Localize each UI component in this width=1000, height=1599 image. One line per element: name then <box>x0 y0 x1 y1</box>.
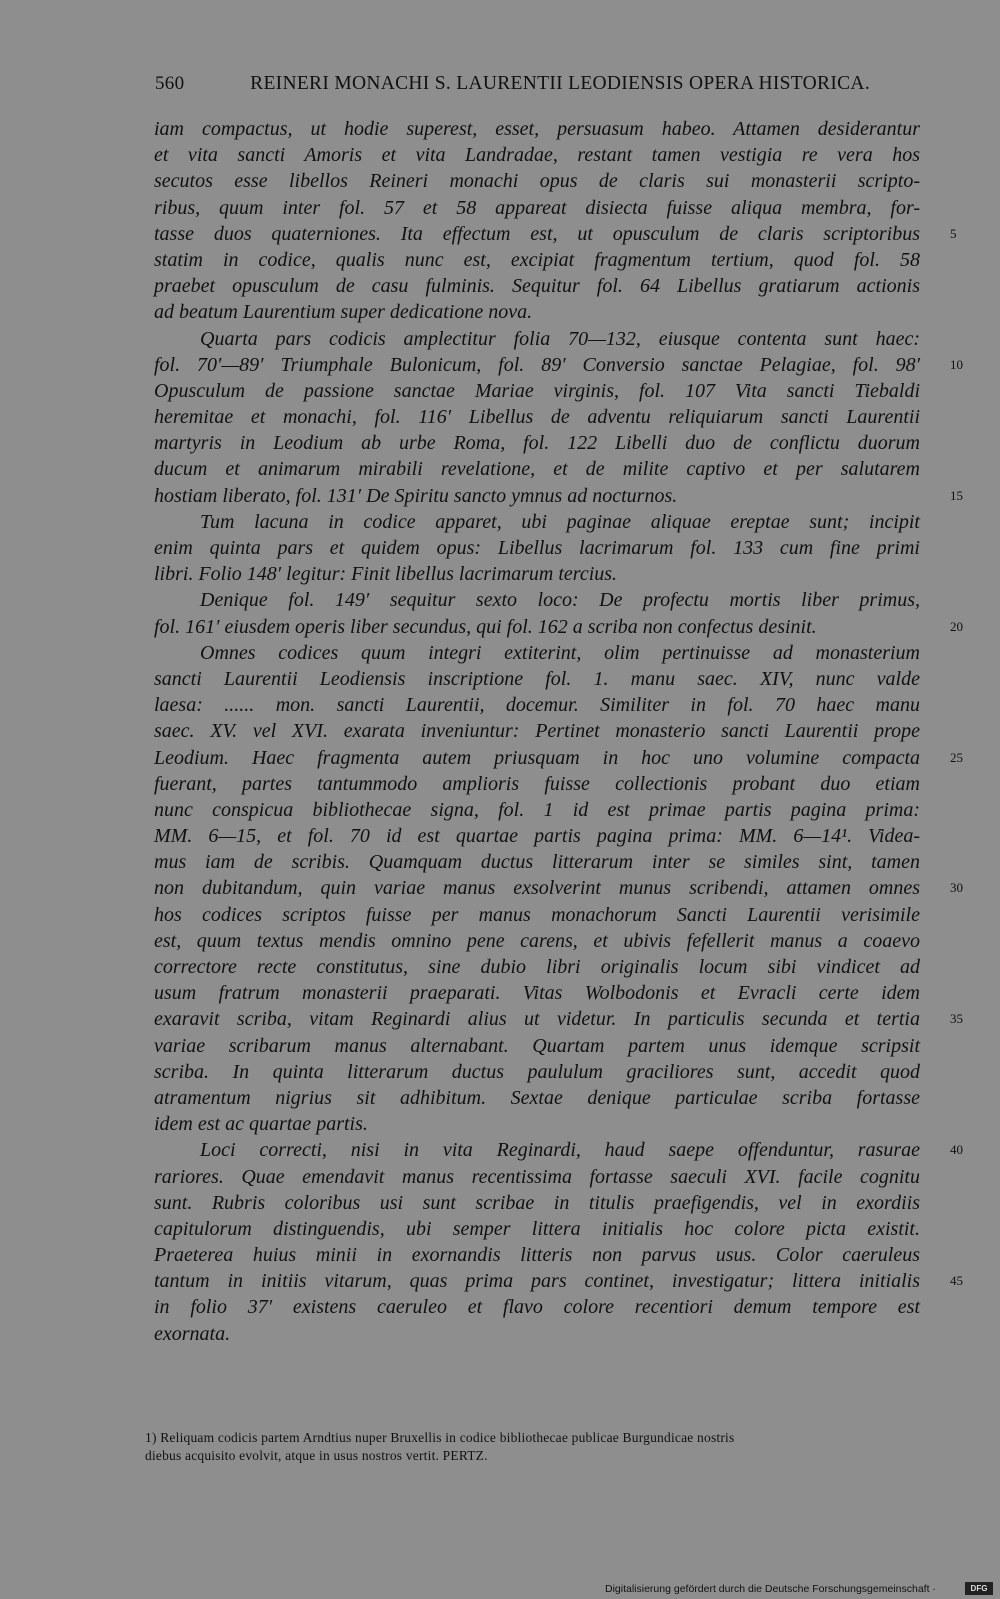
line-text: exornata. <box>154 1322 231 1345</box>
line-text: fol. 161′ eiusdem operis liber secundus, qui fol. 162 a scriba non confectus desinit. <box>154 615 817 638</box>
line-text: Opusculum de passione sanctae Mariae virginis, fol. 107 Vita sancti Tiebaldi <box>154 379 920 402</box>
line-text: ribus, quum inter fol. 57 et 58 appareat disiecta fuisse aliqua membra, for- <box>154 196 920 219</box>
line-text: rariores. Quae emendavit manus recentissima fortasse saeculi XVI. facile cognitu <box>154 1165 920 1188</box>
text-line <box>154 535 942 561</box>
text-line <box>154 823 942 849</box>
line-text: tantum in initiis vitarum, quas prima pars continet, investigatur; littera initialis <box>154 1270 920 1293</box>
text-line <box>154 745 963 771</box>
line-text: Omnes codices quum integri extiterint, olim pertinuisse ad monasterium <box>200 641 920 664</box>
text-line <box>154 483 963 509</box>
line-text: fuerant, partes tantummodo amplioris fuisse collectionis probant duo etiam <box>154 772 920 795</box>
text-line <box>154 666 942 692</box>
line-text: statim in codice, qualis nunc est, excipiat fragmentum tertium, quod fol. 58 <box>154 248 920 271</box>
line-number: 40 <box>950 1142 963 1158</box>
running-title: REINERI MONACHI S. LAURENTII LEODIENSIS OPERA HISTORICA. <box>250 73 870 94</box>
line-text: Quarta pars codicis amplectitur folia 70—132, eiusque contenta sunt haec: <box>200 327 920 350</box>
text-line <box>154 1216 942 1242</box>
line-text: heremitae et monachi, fol. 116′ Libellus de adventu reliquiarum sancti Laurentii <box>154 406 920 429</box>
line-text: hos codices scriptos fuisse per manus monachorum Sancti Laurentii verisimile <box>154 903 920 926</box>
text-line <box>154 273 942 299</box>
text-line <box>154 1111 942 1137</box>
text-line <box>154 116 942 142</box>
text-line <box>154 299 942 325</box>
line-text: sancti Laurentii Leodiensis inscriptione fol. 1. manu saec. XIV, nunc valde <box>154 667 920 690</box>
text-line <box>154 692 942 718</box>
text-line <box>154 1137 963 1163</box>
line-text: martyris in Leodium ab urbe Roma, fol. 122 Libelli duo de conflictu duorum <box>154 432 920 455</box>
page-header <box>155 73 870 95</box>
line-text: nunc conspicua bibliothecae signa, fol. 1 id est primae partis pagina prima: <box>154 798 920 821</box>
line-text: scriba. In quinta litterarum ductus paululum graciliores sunt, accedit quod <box>154 1060 920 1083</box>
text-line <box>154 849 942 875</box>
footnote-line: diebus acquisito evolvit, atque in usus nostros vertit. PERTZ. <box>145 1448 488 1463</box>
line-text: Tum lacuna in codice apparet, ubi paginae aliquae ereptae sunt; incipit <box>200 510 920 533</box>
text-line <box>154 1321 942 1347</box>
line-text: libri. Folio 148′ legitur: Finit libellus lacrimarum tercius. <box>154 563 618 586</box>
line-text: correctore recte constitutus, sine dubio libri originalis locum sibi vindicet ad <box>154 956 920 978</box>
text-line <box>154 1294 942 1320</box>
page-number: 560 <box>155 73 185 94</box>
text-line <box>154 587 942 613</box>
line-text: secutos esse libellos Reineri monachi opus de claris sui monasterii scripto- <box>154 170 920 193</box>
footnote <box>145 1429 935 1465</box>
text-line <box>154 1085 942 1111</box>
text-line <box>154 771 942 797</box>
text-line <box>154 168 942 194</box>
text-line <box>154 1033 942 1059</box>
line-text: ducum et animarum mirabili revelatione, et de milite captivo et per salutarem <box>154 458 920 481</box>
line-number: 15 <box>950 487 963 503</box>
line-number: 25 <box>950 749 963 765</box>
line-text: est, quum textus mendis omnino pene carens, et ubivis fefellerit manus a coaevo <box>154 929 920 952</box>
line-text: laesa: ...... mon. sancti Laurentii, docemur. Similiter in fol. 70 haec manu <box>154 694 920 717</box>
text-line <box>154 875 963 901</box>
text-line <box>154 1059 942 1085</box>
digitization-credit: Digitalisierung gefördert durch die Deutsche Forschungsgemeinschaft · <box>605 1583 936 1595</box>
text-line <box>154 456 942 482</box>
line-text: Praeterea huius minii in exornandis litteris non parvus usus. Color caeruleus <box>154 1244 920 1267</box>
line-number: 45 <box>950 1273 963 1289</box>
text-line <box>154 718 942 744</box>
line-number: 5 <box>950 225 957 241</box>
line-text: non dubitandum, quin variae manus exsolverint munus scribendi, attamen omnes <box>154 877 920 900</box>
text-line <box>154 1164 942 1190</box>
text-line <box>154 928 942 954</box>
text-line <box>154 404 942 430</box>
line-text: Leodium. Haec fragmenta autem priusquam in hoc uno volumine compacta <box>154 746 920 769</box>
line-number: 20 <box>950 618 963 634</box>
line-text: exaravit scriba, vitam Reginardi alius ut videtur. In particulis secunda et tertia <box>154 1008 920 1031</box>
text-line <box>154 430 942 456</box>
body-text <box>154 116 963 1347</box>
line-text: fol. 70′—89′ Triumphale Bulonicum, fol. 89′ Conversio sanctae Pelagiae, fol. 98′ <box>154 353 920 376</box>
text-line <box>154 352 963 378</box>
line-text: Denique fol. 149′ sequitur sexto loco: De profectu mortis liber primus, <box>200 589 920 612</box>
text-line <box>154 509 942 535</box>
line-text: idem est ac quartae partis. <box>154 1113 368 1136</box>
dfg-logo: DFG <box>965 1582 993 1595</box>
line-text: iam compactus, ut hodie superest, esset, persuasum habeo. Attamen desiderantur <box>154 118 920 140</box>
line-text: usum fratrum monasterii praeparati. Vitas Wolbodonis et Evracli certe idem <box>154 982 920 1005</box>
text-line <box>154 561 942 587</box>
line-text: in folio 37′ existens caeruleo et flavo colore recentiori demum tempore est <box>154 1296 920 1319</box>
text-line <box>154 221 957 247</box>
text-line <box>154 1268 963 1294</box>
text-line <box>154 954 942 980</box>
text-line <box>154 797 942 823</box>
line-number: 35 <box>950 1011 963 1027</box>
text-line <box>154 1190 942 1216</box>
footnote-line: 1) Reliquam codicis partem Arndtius nuper Bruxellis in codice bibliothecae publicae Burgundicae nostris <box>145 1430 735 1445</box>
line-text: saec. XV. vel XVI. exarata inveniuntur: Pertinet monasterio sancti Laurentii prope <box>154 720 920 743</box>
line-text: enim quinta pars et quidem opus: Libellus lacrimarum fol. 133 cum fine primi <box>154 537 920 559</box>
text-line <box>154 326 942 352</box>
line-text: sunt. Rubris coloribus usi sunt scribae in titulis praefigendis, vel in exordiis <box>154 1191 920 1214</box>
text-line <box>154 247 942 273</box>
line-text: atramentum nigrius sit adhibitum. Sextae denique particulae scriba fortasse <box>154 1086 920 1109</box>
text-line <box>154 614 963 640</box>
line-text: hostiam liberato, fol. 131′ De Spiritu sancto ymnus ad nocturnos. <box>154 484 678 507</box>
text-line <box>154 1242 942 1268</box>
text-line <box>154 195 942 221</box>
text-line <box>154 142 942 168</box>
line-text: praebet opusculum de casu fulminis. Sequitur fol. 64 Libellus gratiarum actionis <box>154 275 920 298</box>
text-line <box>154 640 942 666</box>
text-line <box>154 378 942 404</box>
line-number: 30 <box>950 880 963 896</box>
text-line <box>154 1006 963 1032</box>
line-text: tasse duos quaterniones. Ita effectum est, ut opusculum de claris scriptoribus <box>154 222 920 245</box>
line-text: MM. 6—15, et fol. 70 id est quartae partis pagina prima: MM. 6—14¹. Videa- <box>154 825 920 848</box>
text-line <box>154 980 942 1006</box>
line-number: 10 <box>950 356 963 372</box>
line-text: ad beatum Laurentium super dedicatione nova. <box>154 301 533 324</box>
line-text: capitulorum distinguendis, ubi semper littera initialis hoc colore picta existit. <box>154 1217 920 1240</box>
line-text: mus iam de scribis. Quamquam ductus litterarum inter se similes sint, tamen <box>154 851 920 874</box>
line-text: et vita sancti Amoris et vita Landradae, restant tamen vestigia re vera hos <box>154 144 920 167</box>
text-line <box>154 902 942 928</box>
line-text: Loci correcti, nisi in vita Reginardi, haud saepe offenduntur, rasurae <box>200 1139 920 1162</box>
line-text: variae scribarum manus alternabant. Quartam partem unus idemque scripsit <box>154 1034 920 1057</box>
